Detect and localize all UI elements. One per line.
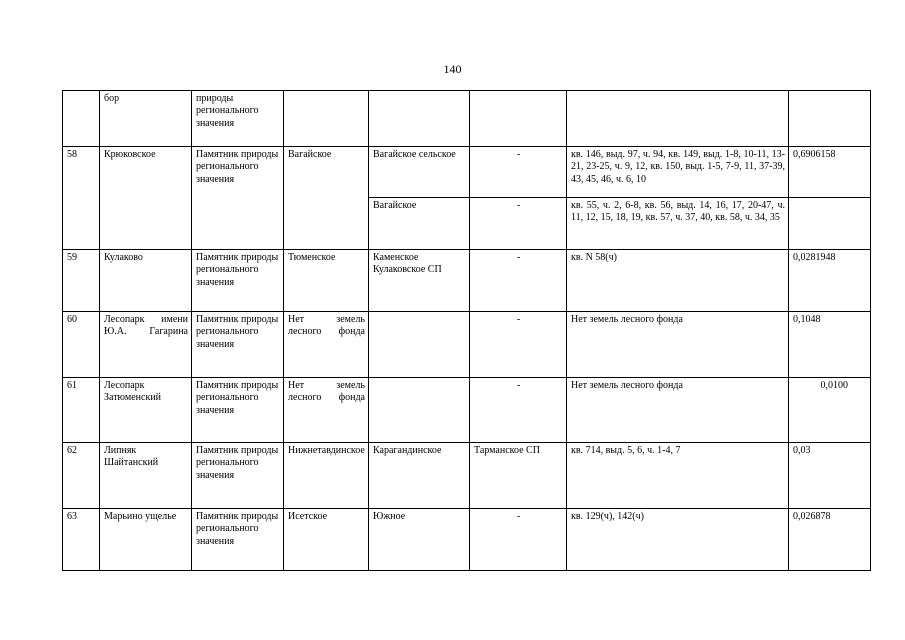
cell-category: Памятник природы регионального значения [192, 147, 284, 250]
cell-category: Памятник природы регионального значения [192, 250, 284, 312]
cell-forestry: Каменское Кулаковское СП [369, 250, 470, 312]
cell-forestry [369, 312, 470, 378]
cell-quarters: кв. N 58(ч) [567, 250, 789, 312]
cell-quarters: кв. 146, выд. 97, ч. 94, кв. 149, выд. 1-8, 10-11, 13-21, 23-25, ч. 9, 12, кв. 150, выд. 1-5, 7-9, 11, 37-39, 43, 45, 46, ч. 6, 10 [567, 147, 789, 198]
cell-district: Тюменское [284, 250, 369, 312]
cell-subforestry: - [470, 147, 567, 198]
page-number: 140 [443, 62, 462, 76]
cell-category: природы регионального значения [192, 91, 284, 147]
cell-area: 0,026878 [789, 509, 871, 571]
cell-name: Лесопарк имени Ю.А. Гагарина [100, 312, 192, 378]
cell-forestry: Южное [369, 509, 470, 571]
table-row [63, 378, 871, 443]
cell-num: 61 [63, 378, 100, 443]
cell-subforestry: Тарманское СП [470, 443, 567, 509]
table-row [63, 91, 871, 147]
cell-subforestry: - [470, 312, 567, 378]
cell-quarters: Нет земель лесного фонда [567, 378, 789, 443]
cell-subforestry [470, 91, 567, 147]
cell-quarters [567, 91, 789, 147]
cell-district: Вагайское [284, 147, 369, 250]
cell-district: Нет земель лесного фонда [284, 312, 369, 378]
cell-quarters: Нет земель лесного фонда [567, 312, 789, 378]
cell-forestry [369, 91, 470, 147]
cell-name: Лесопарк Затюменский [100, 378, 192, 443]
cell-subforestry: - [470, 250, 567, 312]
protected-areas-table [62, 90, 871, 571]
cell-name: Марьино ущелье [100, 509, 192, 571]
cell-area: 0,6906158 [789, 147, 871, 198]
cell-district: Исетское [284, 509, 369, 571]
cell-num [63, 91, 100, 147]
table-row [63, 250, 871, 312]
cell-num: 60 [63, 312, 100, 378]
cell-quarters: кв. 55, ч. 2, 6-8, кв. 56, выд. 14, 16, 17, 20-47, ч. 11, 12, 15, 18, 19, кв. 57, ч. 37, 40, кв. 58, ч. 34, 35 [567, 198, 789, 250]
table-row [63, 443, 871, 509]
cell-area: 0,0281948 [789, 250, 871, 312]
cell-forestry: Карагандинское [369, 443, 470, 509]
cell-num: 59 [63, 250, 100, 312]
cell-num: 63 [63, 509, 100, 571]
table-row [63, 312, 871, 378]
cell-quarters: кв. 129(ч), 142(ч) [567, 509, 789, 571]
cell-name: Кулаково [100, 250, 192, 312]
cell-forestry: Вагайское [369, 198, 470, 250]
cell-num: 62 [63, 443, 100, 509]
cell-forestry [369, 378, 470, 443]
cell-num: 58 [63, 147, 100, 250]
cell-name: Крюковское [100, 147, 192, 250]
cell-category: Памятник природы регионального значения [192, 509, 284, 571]
cell-forestry: Вагайское сельское [369, 147, 470, 198]
cell-category: Памятник природы регионального значения [192, 443, 284, 509]
cell-subforestry: - [470, 378, 567, 443]
cell-subforestry: - [470, 509, 567, 571]
cell-district: Нет земель лесного фонда [284, 378, 369, 443]
cell-subforestry: - [470, 198, 567, 250]
table-row [63, 509, 871, 571]
cell-name: Липняк Шайтанский [100, 443, 192, 509]
table-row [63, 147, 871, 198]
cell-area: 0,1048 [789, 312, 871, 378]
cell-quarters: кв. 714, выд. 5, 6, ч. 1-4, 7 [567, 443, 789, 509]
cell-district: Нижнетавдинское [284, 443, 369, 509]
cell-category: Памятник природы регионального значения [192, 378, 284, 443]
cell-area: 0,0100 [789, 378, 871, 443]
cell-name: бор [100, 91, 192, 147]
cell-area [789, 91, 871, 147]
cell-district [284, 91, 369, 147]
cell-area: 0,03 [789, 443, 871, 509]
cell-area-empty [789, 198, 871, 250]
cell-category: Памятник природы регионального значения [192, 312, 284, 378]
